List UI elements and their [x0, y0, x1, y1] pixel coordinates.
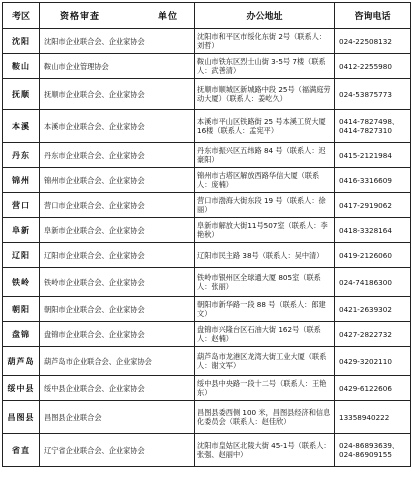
row-region: 朝阳	[3, 297, 40, 322]
exam-contact-table	[2, 2, 411, 467]
table-header-row	[3, 3, 411, 29]
row-unit: 丹东市企业联合会、企业家协会	[40, 143, 195, 168]
table-row	[3, 297, 411, 322]
row-unit: 朝阳市企业联合会、企业家协会	[40, 297, 195, 322]
row-unit: 辽宁省企业联合会、企业家协会	[40, 434, 195, 467]
header-unit: 单位	[157, 12, 178, 22]
header-address: 办公地址	[195, 3, 335, 29]
row-address: 鞍山市铁东区烈士山街 3-5号 7楼（联系人：武善清）	[195, 54, 335, 79]
table-row	[3, 193, 411, 218]
row-region: 丹东	[3, 143, 40, 168]
table-body	[3, 29, 411, 467]
row-address: 阜新市解放大街11号507室（联系人：李艳秋）	[195, 218, 335, 243]
row-unit: 葫芦岛市企业联合会、企业家协会	[40, 347, 195, 376]
row-address: 本溪市平山区铁路街 25 号本溪工贸大厦 16楼（联系人：孟宪平）	[195, 110, 335, 143]
row-region: 沈阳	[3, 29, 40, 54]
table-row	[3, 401, 411, 434]
row-unit: 昌图县企业联合会	[40, 401, 195, 434]
table-row	[3, 243, 411, 268]
row-region: 阜新	[3, 218, 40, 243]
row-address: 盘锦市兴隆台区石油大街 162号（联系人：赵楠）	[195, 322, 335, 347]
row-phone: 0415-2121984	[335, 143, 411, 168]
table-row	[3, 168, 411, 193]
table-row	[3, 434, 411, 467]
row-region: 鞍山	[3, 54, 40, 79]
row-region: 省直	[3, 434, 40, 467]
table-row	[3, 322, 411, 347]
table-row	[3, 79, 411, 110]
row-region: 本溪	[3, 110, 40, 143]
row-region: 葫芦岛	[3, 347, 40, 376]
row-phone: 024-22508132	[335, 29, 411, 54]
table-row	[3, 29, 411, 54]
row-unit: 盘锦市企业联合会、企业家协会	[40, 322, 195, 347]
row-address: 沈阳市皇姑区北陵大街 45-1号（联系人：张强、赵丽中）	[195, 434, 335, 467]
row-address: 锦州市古塔区解放西路华信大厦（联系人：庞楠）	[195, 168, 335, 193]
row-address: 葫芦岛市龙港区龙湾大街工业大厦（联系人：谢文军）	[195, 347, 335, 376]
header-phone: 咨询电话	[335, 3, 411, 29]
table-row	[3, 218, 411, 243]
row-phone: 0414-7827498、 0414-7827310	[335, 110, 411, 143]
table-row	[3, 143, 411, 168]
row-region: 营口	[3, 193, 40, 218]
row-phone: 0417-2919062	[335, 193, 411, 218]
row-phone: 13358940222	[335, 401, 411, 434]
row-address: 辽阳市民主路 38号（联系人：吴中清）	[195, 243, 335, 268]
row-region: 昌图县	[3, 401, 40, 434]
row-region: 铁岭	[3, 268, 40, 297]
table-row	[3, 376, 411, 401]
row-phone: 0421-2639302	[335, 297, 411, 322]
row-unit: 沈阳市企业联合会、企业家协会	[40, 29, 195, 54]
row-unit: 鞍山市企业管理协会	[40, 54, 195, 79]
header-region: 考区	[3, 3, 40, 29]
row-address: 铁岭市银州区全球通大厦 805室（联系人：张丽）	[195, 268, 335, 297]
row-phone: 024-53875773	[335, 79, 411, 110]
header-unit-cell	[40, 3, 195, 29]
row-address: 丹东市振兴区五纬路 84 号（联系人：迟豪阳）	[195, 143, 335, 168]
row-address: 沈阳市和平区市绥化东街 2号（联系人：刘哲）	[195, 29, 335, 54]
row-unit: 锦州市企业联合会、企业家协会	[40, 168, 195, 193]
contact-table-container	[2, 2, 410, 467]
row-phone: 0427-2822732	[335, 322, 411, 347]
row-address: 抚顺市顺城区新城路中段 25号（福满庭劳动大厦）（联系人：姜屹久）	[195, 79, 335, 110]
row-unit: 本溪市企业联合会、企业家协会	[40, 110, 195, 143]
row-unit: 抚顺市企业联合会、企业家协会	[40, 79, 195, 110]
row-region: 辽阳	[3, 243, 40, 268]
row-unit: 营口市企业联合会、企业家协会	[40, 193, 195, 218]
table-row	[3, 268, 411, 297]
row-address: 绥中县中央路一段十二号（联系人：王艳东）	[195, 376, 335, 401]
row-address: 昌图县委西侧 100 米，昌图县经济和信息化委员会（联系人：赵佳欣）	[195, 401, 335, 434]
row-region: 锦州	[3, 168, 40, 193]
row-phone: 0412-2255980	[335, 54, 411, 79]
row-phone: 0416-3316609	[335, 168, 411, 193]
row-unit: 辽阳市企业联合会、企业家协会	[40, 243, 195, 268]
row-region: 盘锦	[3, 322, 40, 347]
row-unit: 阜新市企业联合会、企业家协会	[40, 218, 195, 243]
row-phone: 024-86893639、 024-86909155	[335, 434, 411, 467]
row-region: 绥中县	[3, 376, 40, 401]
row-phone: 0419-2126060	[335, 243, 411, 268]
row-phone: 024-74186300	[335, 268, 411, 297]
row-region: 抚顺	[3, 79, 40, 110]
table-row	[3, 110, 411, 143]
row-address: 营口市渤海大街东段 19 号（联系人：徐丽）	[195, 193, 335, 218]
row-phone: 0429-6122606	[335, 376, 411, 401]
table-row	[3, 347, 411, 376]
header-review: 资格审查	[60, 12, 101, 22]
row-unit: 铁岭市企业联合会、企业家协会	[40, 268, 195, 297]
row-phone: 0418-3328164	[335, 218, 411, 243]
table-row	[3, 54, 411, 79]
row-address: 朝阳市新华路一段 88 号（联系人：郎建文）	[195, 297, 335, 322]
row-unit: 绥中县企业联合会、企业家协会	[40, 376, 195, 401]
row-phone: 0429-3202110	[335, 347, 411, 376]
